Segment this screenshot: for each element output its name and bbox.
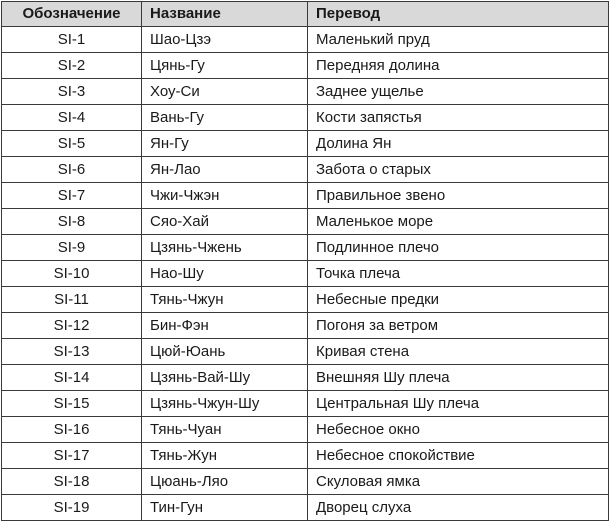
cell-name: Цзянь-Чжун-Шу <box>142 391 308 417</box>
table-row <box>2 53 609 79</box>
header-row <box>2 2 609 27</box>
table-row <box>2 235 609 261</box>
table-body <box>2 27 609 521</box>
cell-translation: Точка плеча <box>308 261 609 287</box>
cell-name: Тин-Гун <box>142 495 308 521</box>
column-header-code: Обозначение <box>2 2 142 27</box>
cell-translation: Небесные предки <box>308 287 609 313</box>
cell-translation: Забота о старых <box>308 157 609 183</box>
cell-name: Ян-Лао <box>142 157 308 183</box>
cell-code: SI-16 <box>2 417 142 443</box>
cell-name: Тянь-Чжун <box>142 287 308 313</box>
cell-translation: Скуловая ямка <box>308 469 609 495</box>
cell-name: Цянь-Гу <box>142 53 308 79</box>
table-header <box>2 2 609 27</box>
cell-code: SI-6 <box>2 157 142 183</box>
table-row <box>2 131 609 157</box>
table-row <box>2 495 609 521</box>
table-row <box>2 183 609 209</box>
cell-name: Нао-Шу <box>142 261 308 287</box>
table-row <box>2 365 609 391</box>
table-row <box>2 209 609 235</box>
cell-code: SI-1 <box>2 27 142 53</box>
cell-code: SI-18 <box>2 469 142 495</box>
cell-name: Чжи-Чжэн <box>142 183 308 209</box>
cell-name: Тянь-Чуан <box>142 417 308 443</box>
cell-code: SI-10 <box>2 261 142 287</box>
table-row <box>2 157 609 183</box>
cell-code: SI-4 <box>2 105 142 131</box>
cell-name: Сяо-Хай <box>142 209 308 235</box>
cell-code: SI-15 <box>2 391 142 417</box>
cell-name: Тянь-Жун <box>142 443 308 469</box>
cell-translation: Внешняя Шу плеча <box>308 365 609 391</box>
cell-code: SI-7 <box>2 183 142 209</box>
cell-translation: Заднее ущелье <box>308 79 609 105</box>
cell-code: SI-13 <box>2 339 142 365</box>
cell-translation: Центральная Шу плеча <box>308 391 609 417</box>
cell-translation: Кости запястья <box>308 105 609 131</box>
table-row <box>2 339 609 365</box>
cell-translation: Небесное окно <box>308 417 609 443</box>
table-row <box>2 469 609 495</box>
cell-name: Цзянь-Чжень <box>142 235 308 261</box>
cell-name: Вань-Гу <box>142 105 308 131</box>
cell-code: SI-11 <box>2 287 142 313</box>
cell-code: SI-14 <box>2 365 142 391</box>
cell-translation: Подлинное плечо <box>308 235 609 261</box>
cell-name: Хоу-Си <box>142 79 308 105</box>
cell-translation: Погоня за ветром <box>308 313 609 339</box>
table-row <box>2 261 609 287</box>
cell-code: SI-9 <box>2 235 142 261</box>
cell-code: SI-17 <box>2 443 142 469</box>
cell-name: Цзянь-Вай-Шу <box>142 365 308 391</box>
column-header-translation: Перевод <box>308 2 609 27</box>
table-row <box>2 79 609 105</box>
table-row <box>2 27 609 53</box>
cell-name: Ян-Гу <box>142 131 308 157</box>
cell-name: Цюй-Юань <box>142 339 308 365</box>
cell-translation: Правильное звено <box>308 183 609 209</box>
cell-code: SI-3 <box>2 79 142 105</box>
table-row <box>2 417 609 443</box>
cell-name: Бин-Фэн <box>142 313 308 339</box>
table-row <box>2 287 609 313</box>
table-row <box>2 105 609 131</box>
cell-translation: Дворец слуха <box>308 495 609 521</box>
cell-code: SI-8 <box>2 209 142 235</box>
cell-translation: Маленькое море <box>308 209 609 235</box>
table-row <box>2 313 609 339</box>
cell-translation: Долина Ян <box>308 131 609 157</box>
cell-code: SI-12 <box>2 313 142 339</box>
cell-code: SI-2 <box>2 53 142 79</box>
cell-code: SI-19 <box>2 495 142 521</box>
cell-name: Шао-Цзэ <box>142 27 308 53</box>
column-header-name: Название <box>142 2 308 27</box>
cell-code: SI-5 <box>2 131 142 157</box>
table-row <box>2 443 609 469</box>
cell-translation: Передняя долина <box>308 53 609 79</box>
cell-translation: Небесное спокойствие <box>308 443 609 469</box>
table-row <box>2 391 609 417</box>
acupoints-table <box>1 1 609 521</box>
cell-translation: Кривая стена <box>308 339 609 365</box>
cell-translation: Маленький пруд <box>308 27 609 53</box>
cell-name: Цюань-Ляо <box>142 469 308 495</box>
